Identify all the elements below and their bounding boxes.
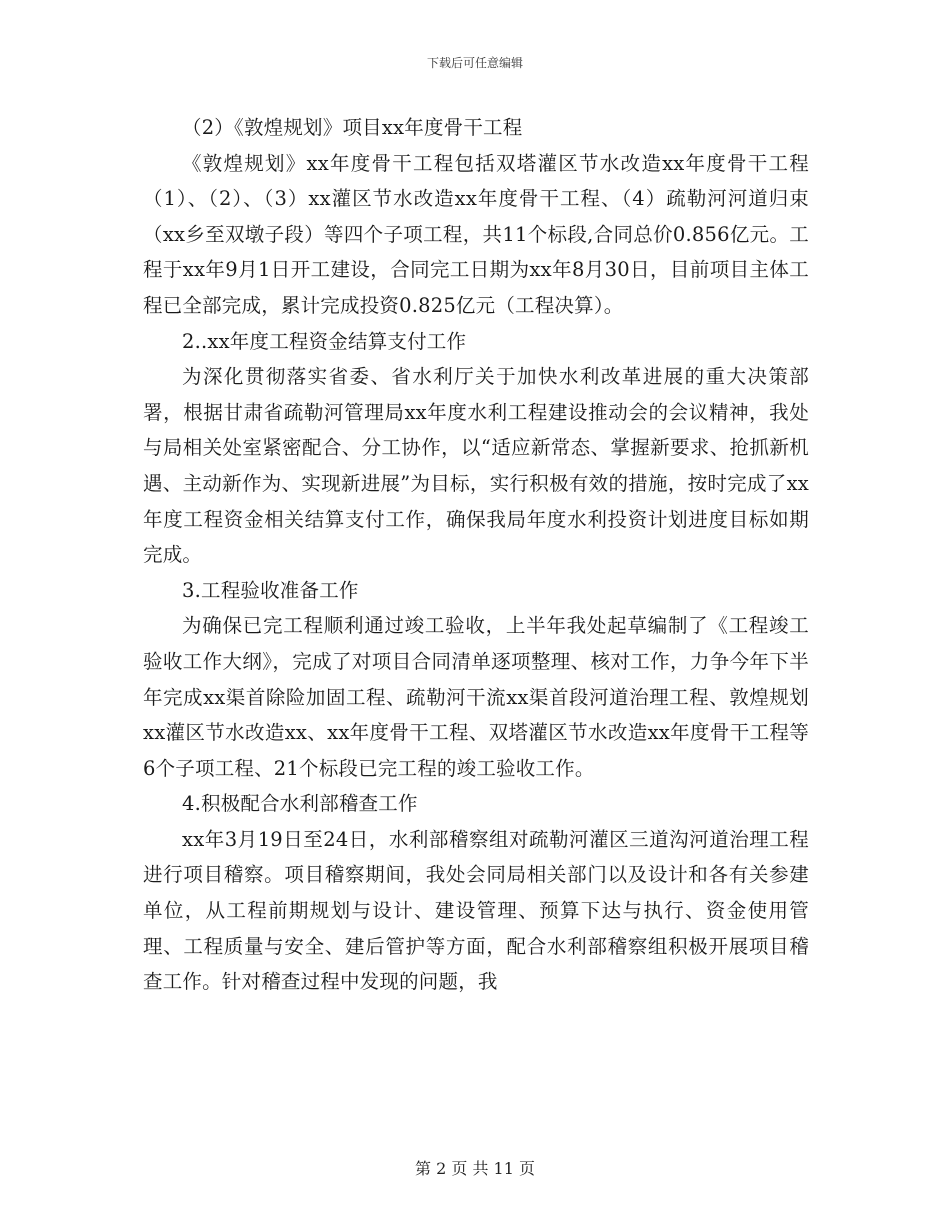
page-header: 下载后可任意编辑: [426, 56, 523, 70]
section-heading-inspection: 4.积极配合水利部稽查工作: [182, 792, 418, 816]
section-heading-settlement: 2..xx年度工程资金结算支付工作: [182, 329, 467, 353]
paragraph-settlement: 为深化贯彻落实省委、省水利厅关于加快水利改革进展的重大决策部署，根据甘肃省疏勒河管理局xx年度水利工程建设推动会的会议精神，我处与局相关处室紧密配合、分工协作，以“适应新常态、掌握新要求、抢抓新机遇、主动新作为、实现新进展”为目标，实行积极有效的措施，按时完成了xx年度工程资金相关结算支付工作，确保我局年度水利投资计划进度目标如期完成。: [143, 365, 809, 567]
paragraph-dunhuang-project: 《敦煌规划》xx年度骨干工程包括双塔灌区节水改造xx年度骨干工程（1）、（2）、（3）xx灌区节水改造xx年度骨干工程、（4）疏勒河河道归束（xx乡至双墩子段）等四个子项工程，共11个标段,合同总价0.856亿元。工程于xx年9月1日开工建设，合同完工日期为xx年8月30日，目前项目主体工程已全部完成，累计完成投资0.825亿元（工程决算）。: [143, 151, 809, 317]
section-heading-acceptance: 3.工程验收准备工作: [182, 578, 359, 602]
document-body: [143, 110, 809, 1000]
section-heading-dunhuang: （2）《敦煌规划》项目xx年度骨干工程: [182, 116, 523, 139]
paragraph-inspection: xx年3月19日至24日，水利部稽察组对疏勒河灌区三道沟河道治理工程进行项目稽察。项目稽察期间，我处会同局相关部门以及设计和各有关参建单位，从工程前期规划与设计、建设管理、预算下达与执行、资金使用管理、工程质量与安全、建后管护等方面，配合水利部稽察组积极开展项目稽查工作。针对稽查过程中发现的问题，我: [143, 827, 809, 994]
page-number: 第 2 页 共 11 页: [415, 1159, 535, 1178]
paragraph-acceptance: 为确保已完工程顺利通过竣工验收，上半年我处起草编制了《工程竣工验收工作大纲》，完成了对项目合同清单逐项整理、核对工作，力争今年下半年完成xx渠首除险加固工程、疏勒河干流xx渠首段河道治理工程、敦煌规划xx灌区节水改造xx、xx年度骨干工程、双塔灌区节水改造xx年度骨干工程等6个子项工程、21个标段已完工程的竣工验收工作。: [143, 614, 809, 780]
